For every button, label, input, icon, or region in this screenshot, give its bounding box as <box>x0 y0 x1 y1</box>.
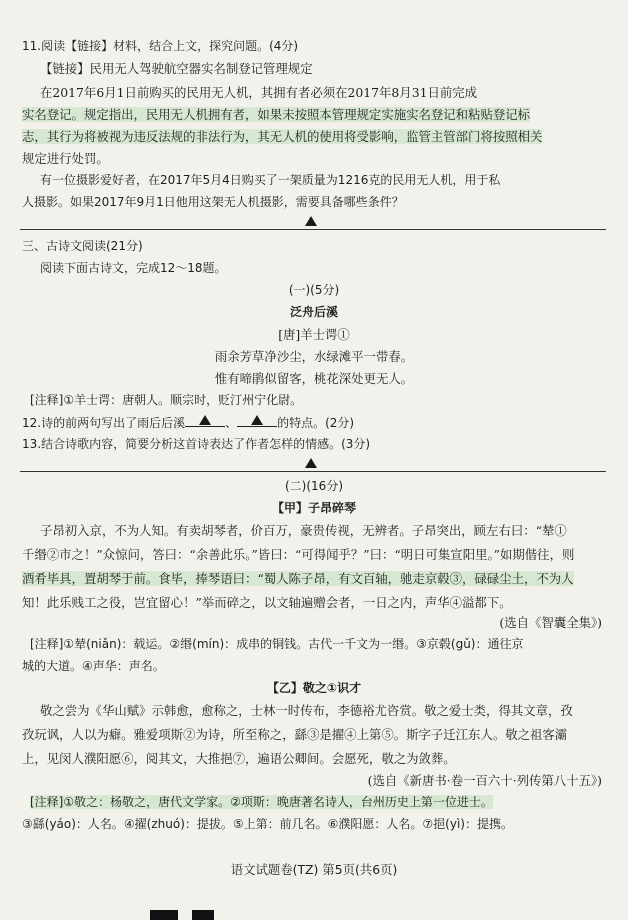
section-header: 三、古诗文阅读(21分) <box>22 239 143 253</box>
jia-line: 知！此乐贱工之役，岂宜留心！”举而碎之，以文轴遍赠会者，一日之内，声华④溢都下。 <box>22 595 512 610</box>
yi-source: (选自《新唐书·卷一百六十·列传第八十五》) <box>367 773 602 788</box>
poem-line: 雨余芳草净沙尘，水绿滩平一带春。 <box>214 349 414 364</box>
answer-triangle-icon <box>305 458 317 468</box>
jia-note: [注释]①辇(niǎn)：载运。②缗(mín)：成串的铜钱。古代一千文为一缗。③京毂(gǔ)：通往京 <box>30 637 524 651</box>
poem-title: 泛舟后溪 <box>289 305 338 319</box>
jia-line: 千缗②市之！”众惊问，答曰：“余善此乐。”皆曰：“可得闻乎？”曰：“明日可集宣阳里。”如期偕往，则 <box>22 547 575 562</box>
q11-header: 11.阅读【链接】材料，结合上文，探究问题。(4分) <box>22 39 299 53</box>
yi-note: ③繇(yáo)：人名。④擢(zhuó)：提拔。⑤上第：前几名。⑥濮阳愿：人名。⑦挹(yì)：提携。 <box>22 817 513 831</box>
poem-note: [注释]①羊士谔：唐朝人。顺宗时，贬汀州宁化尉。 <box>30 393 303 407</box>
scan-mark <box>192 910 214 920</box>
divider <box>20 471 606 472</box>
section-intro: 阅读下面古诗文，完成12～18题。 <box>40 261 227 275</box>
jia-line: 子昂初入京，不为人知。有卖胡琴者，价百万，豪贵传视，无辨者。子昂突出，顾左右曰：“辇① <box>40 523 567 538</box>
answer-blank[interactable] <box>185 414 225 427</box>
yi-note: [注释]①敬之：杨敬之，唐代文学家。②项斯：晚唐著名诗人，台州历史上第一位进士。 <box>30 795 493 809</box>
part1-label: (一)(5分) <box>288 283 340 297</box>
link-title: 【链接】民用无人驾驶航空器实名制登记管理规定 <box>40 61 313 76</box>
jia-note: 城的大道。④声华：声名。 <box>22 659 165 673</box>
jia-source: (选自《智囊全集》) <box>499 615 602 630</box>
q11-question: 有一位摄影爱好者，在2017年5月4日购买了一架质量为1216克的民用无人机，用于私 <box>40 173 501 187</box>
divider <box>20 229 606 230</box>
poem-line: 惟有啼鹃似留客，桃花深处更无人。 <box>214 371 414 386</box>
yi-title: 【乙】敬之①识才 <box>266 681 362 695</box>
link-line: 实名登记。规定指出，民用无人机拥有者，如果未按照本管理规定实施实名登记和粘贴登记标 <box>22 107 531 122</box>
q12: 12.诗的前两句写出了雨后后溪 、 的特点。(2分) <box>22 416 355 430</box>
jia-line: 酒肴毕具，置胡琴于前。食毕，捧琴语曰：“蜀人陈子昂，有文百轴，驰走京毂③，碌碌尘土，不为人 <box>22 571 574 586</box>
q11-question: 人摄影。如果2017年9月1日他用这架无人机摄影，需要具备哪些条件？ <box>22 195 404 209</box>
link-line: 志，其行为将被视为违反法规的非法行为，其无人机的使用将受影响，监管主管部门将按照相关 <box>22 129 543 144</box>
q13: 13.结合诗歌内容，简要分析这首诗表达了作者怎样的情感。(3分) <box>22 437 371 451</box>
scan-mark <box>150 910 178 920</box>
page-footer: 语文试题卷(TZ) 第5页(共6页) <box>230 862 398 877</box>
part2-label: (二)(16分) <box>285 479 343 493</box>
yi-line: 孜玩讽，人以为癖。雅爱项斯②为诗，所至称之，繇③是擢④上第⑤。斯字子迁江东人。敬之祖客灞 <box>22 727 568 742</box>
answer-triangle-icon <box>305 216 317 226</box>
link-line: 在2017年6月1日前购买的民用无人机，其拥有者必须在2017年8月31日前完成 <box>40 85 478 100</box>
yi-line: 敬之尝为《华山赋》示韩愈，愈称之，士林一时传布，李德裕尤咨赏。敬之爱士类，得其文章，孜 <box>40 703 573 718</box>
jia-title: 【甲】子昂碎琴 <box>271 501 356 515</box>
poem-author: [唐]羊士谔① <box>278 327 350 342</box>
answer-blank[interactable] <box>237 414 277 427</box>
link-line: 规定进行处罚。 <box>22 151 109 166</box>
yi-line: 上，见闵人濮阳愿⑥，阅其文，大推挹⑦，遍语公卿间。会愿死，敬之为敛葬。 <box>22 751 456 766</box>
